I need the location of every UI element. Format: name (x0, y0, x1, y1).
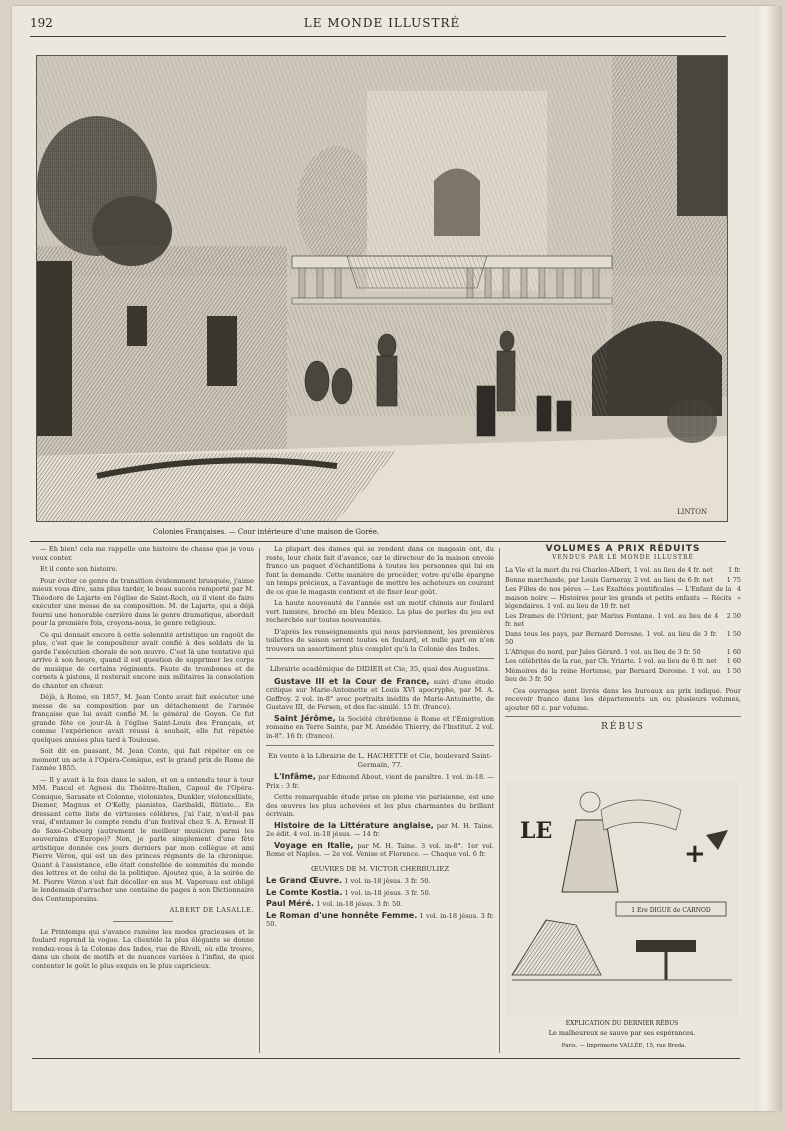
book-description: 1 vol. in-18 jésus. 3 fr. 50. (344, 877, 431, 885)
book-entry (266, 900, 494, 909)
paragraph: Déjà, à Rome, en 1857, M. Jean Conte avait fait exécuter une messe de sa composition par un détachement de l'armée française que lui avait confié M. le général de Goyon. Ce fut grande fête ce jour-là à l'église Saint-Louis des Français, et comme l'expérience avait réussi à souhait, elle fut répétée quelques années plus tard à Toulouse. (32, 693, 254, 744)
courtyard-engraving (36, 55, 728, 522)
book-title: Gustave III et la Cour de France, (274, 676, 430, 686)
page-fold (754, 6, 782, 1111)
rebus-plaque-label: 1 Ere DIGUE de CARNOD (631, 907, 711, 914)
book-entry (266, 715, 494, 741)
volume-row (505, 630, 741, 647)
publisher-heading: Librairie académique de DIDIER et Cie, 35, quai des Augustins. (269, 665, 491, 673)
separator (113, 921, 173, 922)
volume-price: 1 60 (726, 647, 741, 656)
volume-price: 1 50 (726, 666, 741, 675)
book-entry (266, 822, 494, 839)
banner-icon (601, 800, 681, 830)
paragraph: — Il y avait à la fois dans le salon, et on a entendu tour à tour MM. Pascal et Agnesi du Théâtre-Italien, Capoul de l'Opéra-Comique, Sarasate et Colonne, violonistes, Dunkler, violoncelliste, Diemer, Magnus et O'Kelly, pianistes, Garibaldi, flûtiste... En dressant cette liste de virtuoses célèbres, j'ai l'air, n'est-il pas vrai, d'entamer le compte rendu d'un festival chez S. A. Ernest II de Saxe-Cobourg (autrement le meilleur musicien parmi les souverains d'Europe)? Non, je parle simplement d'une fête artistique donnée ces jours derniers par mon collègue et ami Pierre Véron, qui est un des princes régnants de la chronique. Quant à l'assistance, elle était constellée de sommités du monde des lettres et de celui de la politique. Ajoutez que, à la soirée de M. Pierre Véron s'est fait décoller en sus M. Vapereau est obligé le lendemain d'arracher une centaine de pages à son Dictionnaire des Contemporains. (32, 775, 254, 903)
paragraph: La plupart des dames qui se rendent dans ce magasin ont, du reste, leur choix fait d'avance, car le directeur de la maison envoie franco un paquet d'échantillons à toutes les personnes qui lui en font la demande. Cette manière de procéder, votre qu'elle épargne un temps précieux, a l'avantage de mettre les acheteurs en courant de ce que le magasin contient et de fixer leur goût. (266, 545, 494, 596)
engraving-caption: Colonies Françaises. — Cour intérieure d'une maison de Gorée. (152, 528, 380, 536)
book-description: par M. H. Taine. 2e édit. 4 vol. in-18 jésus. — 14 fr. (266, 821, 494, 838)
volumes-note: Ces ouvrages sont livrés dans les bureaux au prix indiqué. Pour recevoir franco dans les départements un ou plusieurs volumes, ajouter 60 c. par volume. (505, 686, 741, 712)
pickaxe-icon (706, 830, 728, 850)
book-title: L'Infâme, (274, 772, 316, 781)
separator (266, 745, 494, 746)
book-description: la Société chrétienne à Rome et l'Émigration romaine en Terre Sainte, par M. Amédée Thierry, de l'Institut. 2 vol. in-8°. 16 fr. (franco). (266, 714, 494, 740)
book-entry (266, 889, 494, 898)
paragraph: Soit dit en passant, M. Jean Conte, qui fait répéter en ce moment un acte à l'Opéra-Comique, est le grand prix de Rome de l'année 1855. (32, 747, 254, 772)
volume-price: 1 75 (726, 575, 741, 584)
rebus-title: RÉBUS (601, 722, 645, 732)
book-entry (266, 678, 494, 712)
book-entry (266, 793, 494, 819)
volume-row (505, 566, 741, 575)
book-description: par Edmond About, vient de paraître. 1 vol. in-18. — Prix : 3 fr. (266, 773, 494, 790)
volume-row (505, 612, 741, 629)
journal-title: LE MONDE ILLUSTRÉ (303, 16, 461, 30)
column-advertisements (266, 545, 494, 932)
book-description: Cette remarquable étude prise en pleine vie parisienne, est une des œuvres les plus achevées et les plus charmantes du brillant écrivain. (266, 793, 494, 818)
volume-row (505, 657, 741, 666)
section-heading: VOLUMES A PRIX RÉDUITS (545, 544, 701, 554)
book-title: Le Grand Œuvre. (266, 876, 343, 885)
cannon-icon (636, 940, 696, 952)
volume-price: 1 50 (726, 629, 741, 638)
separator (266, 658, 494, 659)
courtyard-illustration (37, 56, 727, 521)
book-description: 1 vol. in-18 jésus. 3 fr. 50. (316, 900, 403, 908)
book-title: Saint Jérôme, (274, 713, 336, 723)
header-rule (30, 36, 726, 37)
book-title: Le Roman d'une honnête Femme. (266, 910, 418, 920)
paragraph: — Eh bien! cela me rappelle une histoire de chasse que je vous veux conter. (32, 545, 254, 562)
book-entry (266, 773, 494, 790)
volume-title: Bonne marchande, par Louis Garneray. 2 vol. au lieu de 6 fr. net (505, 575, 714, 584)
column-divider-2 (499, 548, 500, 1053)
book-description: suivi d'une étude critique sur Marie-Antoinette et Louis XVI apocryphe, par M. A. Geffroy. 2 vol. in-8° avec portraits inédits de Marie-Antoinette, de Gustave III, de Fersen, et des fac-similé. 15 fr. (franco). (266, 677, 494, 711)
rebus-explanation: Le malheureux se sauve par ses espérances. (548, 1029, 696, 1037)
caption-rule (30, 541, 726, 542)
rock-icon (512, 920, 601, 975)
volume-price: 1 fr. (728, 566, 741, 574)
book-description: 1 vol. in-18 jésus. 3 fr. 50. (344, 888, 431, 897)
engraver-signature: LINTON (677, 508, 708, 516)
book-description: par M. H. Taine. 3 vol. in-8°. 1er vol. Rome et Naples. — 2e vol. Venise et Florence. — Chaque vol. 6 fr. (266, 841, 494, 858)
page-number: 192 (30, 16, 53, 30)
book-title: Le Comte Kostia. (266, 887, 343, 897)
volume-title: La Vie et la mort du roi Charles-Albert, 1 vol. au lieu de 4 fr. net (505, 566, 713, 574)
book-entry (266, 842, 494, 859)
book-entry (266, 877, 494, 886)
volume-row (505, 576, 741, 585)
bottom-rule (32, 1058, 740, 1059)
column-divider-1 (259, 548, 260, 1053)
rebus-explanation-heading: EXPLICATION DU DERNIER RÉBUS (565, 1020, 679, 1027)
volume-title: L'Afrique du nord, par Jules Gérard. 1 vol. au lieu de 3 fr. 50 (505, 647, 701, 656)
volume-price: 4 » (736, 585, 741, 602)
rebus-illustration (506, 780, 738, 1015)
printer-imprint: Paris. — Imprimerie VALLÉE, 15, rue Breda. (561, 1043, 687, 1049)
rebus-puzzle (506, 780, 738, 1015)
paragraph: La haute nouveauté de l'année est un motif chinois sur foulard vert lumière, broché en bleu Mexico. La plus de perles du jeu est recherchée sur toutes nouveautés. (266, 599, 494, 624)
volume-title: Les Drames de l'Orient, par Marius Fontane. 1 vol. au lieu de 4 fr. net (505, 611, 719, 628)
book-title: Voyage en Italie, (274, 840, 354, 850)
book-entry (266, 912, 494, 929)
volume-price: 1 60 (726, 657, 741, 665)
paragraph: Ce qui donnait encore à cette solennité artistique un ragoût de plus, c'est que le compositeur avait confié à des soldats de la garde l'exécution chorale de son œuvre. C'est là une tentative qui arrive à son heure, quand il est question de supprimer les corps de musique de certains régiments. Faute de trombones et de cornets à pistons, il resterait encore aux militaires la consolation de chanter en chœur. (32, 630, 254, 690)
volume-row (505, 585, 741, 611)
column-chronicle (32, 545, 254, 973)
paragraph: Pour éviter ce genre de transition évidemment brusquée, j'aime mieux vous dire, sans plus tarder, le beau succès remporté par M. Théodore de Lajarte en l'église de Saint-Roch, où il vient de faire exécuter une messe de sa composition. M. de Lajarte, qui a déjà fourni une honorable carrière dans le genre dramatique, abordait pour la première fois, croyons-nous, le genre religieux. (32, 576, 254, 627)
separator (505, 716, 741, 717)
volume-title: Mémoires de la reine Hortense, par Bernard Derosne. 1 vol. au lieu de 3 fr. 50 (505, 666, 721, 683)
book-title: Histoire de la Littérature anglaise, (274, 820, 434, 830)
volume-price: 2 50 (726, 611, 741, 620)
volume-title: Les célébrités de la rue, par Ch. Yriarte. 1 vol. au lieu de 6 fr. net (505, 657, 717, 665)
paragraph: Et il conte son histoire. (40, 565, 118, 573)
paragraph: Le Printemps qui s'avance ramène les modes gracieuses et le foulard reprend la vogue. La clientèle la plus élégante se donne rendez-vous à la Colonie des Indes, rue de Rivoli, où elle trouve, dans un choix de motifs et de nuances variées à l'infini, de quoi contenter le goût le plus exquis ou le plus capricieux. (32, 927, 254, 970)
page-header (12, 12, 752, 34)
plus-sign: + (684, 839, 706, 869)
rebus-word: LE (520, 818, 553, 844)
volume-title: Dans tous les pays, par Bernard Derosne. 1 vol. au lieu de 3 fr. 50 (505, 629, 718, 646)
author-heading: ŒUVRES DE M. VICTOR CHERBULIEZ (310, 864, 450, 873)
volume-title: Les Filles de nos pères — Les Exaltées pontificales — L'Enfant de la maison noire — Histoires pour les grands et petits enfants — Récits légendaires. 1 vol. au lieu de 10 fr. net (505, 585, 732, 610)
book-title: Paul Méré. (266, 899, 315, 908)
section-subheading: VENDUS PAR LE MONDE ILLUSTRÉ (552, 553, 694, 561)
volume-row (505, 648, 741, 657)
column-reduced-volumes (505, 545, 741, 738)
author-signature: ALBERT DE LASALLE. (169, 906, 254, 914)
book-description: 1 vol. in-18 jésus. 3 fr. 50. (266, 911, 495, 928)
publisher-heading: En vente à la Librairie de L. HACHETTE et Cie, boulevard Saint-Germain, 77. (268, 752, 492, 769)
volume-row (505, 667, 741, 684)
paragraph: D'après les renseignements qui nous parviennent, les premières toilettes de saison seront toutes en foulard, et nulle part on n'en trouvera un assortiment plus complet qu'à la Colonie des Indes. (266, 627, 494, 653)
halo-icon (580, 792, 600, 812)
